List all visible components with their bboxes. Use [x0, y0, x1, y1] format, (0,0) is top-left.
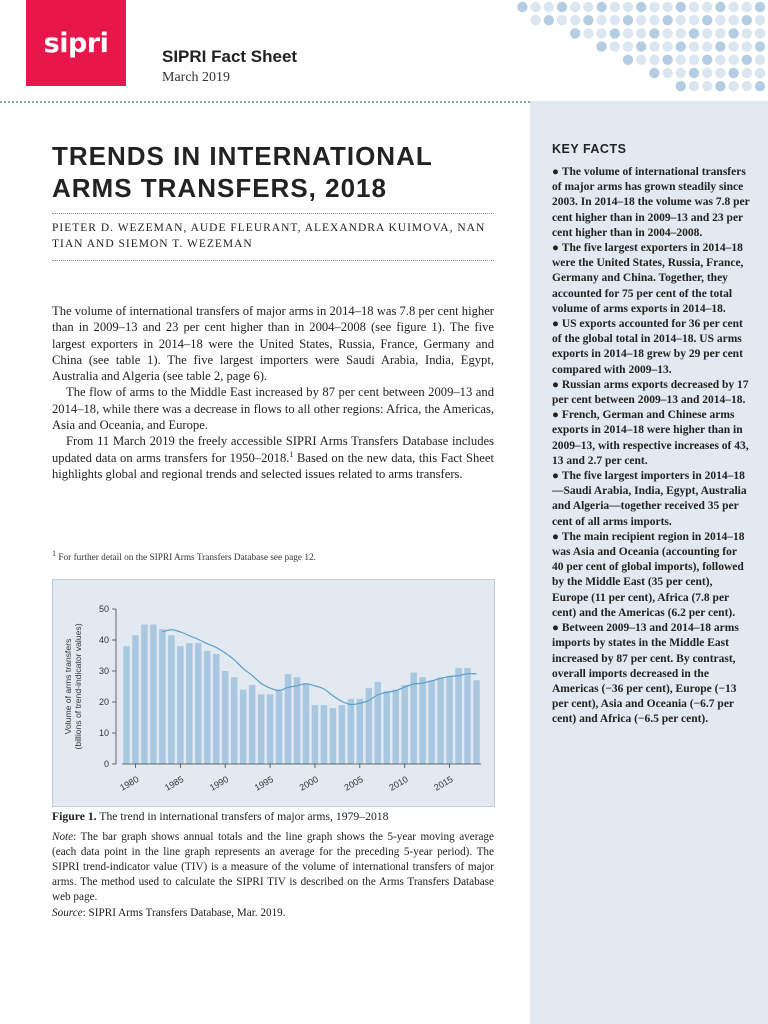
decorative-dot: [610, 2, 620, 12]
decorative-dot: [755, 15, 765, 25]
footnote-reference[interactable]: 1: [289, 449, 294, 459]
decorative-dot: [676, 68, 686, 78]
figure-note-text: : The bar graph shows annual totals and the line graph shows the 5-year moving average (each data point in the line graph represents an average for the preceding 5-year period). The SIPRI trend-indicator value (TIV) is a measure of the volume of international transfers of major arms. The method used to calculate the SIPRI TIV is described on the Arms Transfers Database web page.: [52, 831, 494, 903]
decorative-dot: [689, 28, 699, 38]
body-paragraph-text: From 11 March 2019 the freely accessible SIPRI Arms Transfers Database includes updated data on arms transfers for 1950–2018.: [52, 434, 494, 465]
decorative-dot: [728, 2, 738, 12]
decorative-dot: [702, 15, 712, 25]
decorative-dot: [715, 81, 725, 91]
bar-2001: [321, 705, 327, 764]
decorative-dot: [623, 2, 633, 12]
decorative-dot: [596, 41, 606, 51]
decorative-dot: [662, 55, 672, 65]
body-text: [52, 303, 494, 482]
page-title: TRENDS IN INTERNATIONAL ARMS TRANSFERS, 2018: [52, 141, 433, 203]
key-fact-item: ● Russian arms exports decreased by 17 per cent between 2009–13 and 2014–18.: [552, 378, 750, 408]
logo-text: sipri: [43, 27, 109, 59]
bar-2009: [393, 690, 399, 764]
decorative-dot: [570, 15, 580, 25]
figure-source-label: Source: [52, 907, 83, 919]
bar-1985: [177, 646, 183, 764]
decorative-dot: [610, 41, 620, 51]
decorative-dot: [689, 41, 699, 51]
decorative-dot: [715, 68, 725, 78]
decorative-dot: [742, 55, 752, 65]
bar-2010: [401, 685, 407, 764]
decorative-dot: [649, 55, 659, 65]
decorative-dot: [583, 15, 593, 25]
footnote-marker: 1: [52, 548, 56, 558]
bar-1998: [294, 677, 300, 764]
bar-1995: [267, 694, 273, 764]
decorative-dot: [623, 55, 633, 65]
decorative-dot: [728, 55, 738, 65]
decorative-dot: [636, 55, 646, 65]
decorative-dot: [715, 15, 725, 25]
decorative-dot: [636, 41, 646, 51]
body-paragraph: The volume of international transfers of major arms in 2014–18 was 7.8 per cent higher than in 2009–13 and 23 per cent higher than in 2004–2008 (see figure 1). The five largest exporters in 2014–18 were the United States, Russia, France, Germany and China (see table 1). The five largest importers were Saudi Arabia, India, Egypt, Australia and Algeria (see table 2, page 6).: [52, 304, 494, 384]
decorative-dot: [583, 28, 593, 38]
decorative-dot: [728, 81, 738, 91]
bar-1996: [276, 690, 282, 764]
decorative-dot: [583, 2, 593, 12]
key-facts-list: [552, 165, 750, 728]
decorative-dot: [742, 41, 752, 51]
key-fact-item: ● The five largest exporters in 2014–18 were the United States, Russia, France, Germany and China. Together, they accounted for 75 per cent of the total volume of arms exports in 2014–18.: [552, 241, 750, 317]
bar-1984: [168, 635, 174, 764]
decorative-dot: [689, 81, 699, 91]
decorative-dot: [755, 28, 765, 38]
decorative-dot: [715, 2, 725, 12]
bar-1991: [231, 677, 237, 764]
decorative-dot: [610, 15, 620, 25]
decorative-dot: [755, 81, 765, 91]
decorative-dot: [742, 81, 752, 91]
decorative-dot: [702, 68, 712, 78]
figure-source-text: : SIPRI Arms Transfers Database, Mar. 2019.: [82, 907, 286, 919]
decorative-dot: [623, 28, 633, 38]
decorative-dot: [689, 55, 699, 65]
decorative-dot: [530, 2, 540, 12]
bar-2002: [330, 708, 336, 764]
key-fact-item: ● US exports accounted for 36 per cent of the global total in 2014–18. US arms exports in 2014–18 grew by 29 per cent compared with 2009–13.: [552, 317, 750, 378]
decorative-dot: [570, 28, 580, 38]
decorative-dot: [755, 2, 765, 12]
decorative-dot: [570, 2, 580, 12]
decorative-dot: [702, 55, 712, 65]
bar-2015: [446, 676, 452, 764]
decorative-dot: [530, 15, 540, 25]
decorative-dot: [662, 68, 672, 78]
figure-note-label: Note: [52, 831, 74, 843]
decorative-dot: [544, 2, 554, 12]
decorative-dot: [728, 28, 738, 38]
decorative-dot: [676, 15, 686, 25]
y-axis-label-line: (billions of trend-indicator values): [73, 623, 83, 750]
header-divider: [0, 101, 530, 103]
decorative-dot: [689, 15, 699, 25]
decorative-dot: [636, 15, 646, 25]
x-tick-label: 2005: [342, 774, 365, 793]
figure-caption-label: Figure 1.: [52, 810, 97, 823]
decorative-dot: [676, 81, 686, 91]
decorative-dot: [662, 41, 672, 51]
decorative-dot: [517, 2, 527, 12]
bar-2008: [384, 691, 390, 764]
author-list: PIETER D. WEZEMAN, AUDE FLEURANT, ALEXANDRA KUIMOVA, NAN TIAN AND SIEMON T. WEZEMAN: [52, 222, 486, 250]
decorative-dot: [702, 41, 712, 51]
title-divider: [52, 213, 494, 214]
bar-2017: [464, 668, 470, 764]
decorative-dot: [676, 2, 686, 12]
decorative-dot: [755, 41, 765, 51]
decorative-dot: [742, 15, 752, 25]
key-facts-sidebar: [530, 101, 768, 1024]
y-tick-label: 40: [98, 635, 109, 645]
decorative-dot: [676, 28, 686, 38]
decorative-dot: [557, 2, 567, 12]
key-facts-title: KEY FACTS: [552, 142, 627, 156]
decorative-dot: [689, 68, 699, 78]
bar-1982: [150, 625, 156, 765]
key-fact-item: ● French, German and Chinese arms exports in 2014–18 were higher than in 2009–13, with respective increases of 43, 13 and 2.7 per cent.: [552, 408, 750, 469]
y-tick-label: 0: [103, 759, 109, 769]
footnote-text: For further detail on the SIPRI Arms Transfers Database see page 12.: [56, 553, 317, 563]
x-tick-label: 1990: [207, 774, 231, 793]
bar-1989: [213, 654, 219, 764]
decorative-dot: [649, 15, 659, 25]
decorative-dot: [662, 15, 672, 25]
x-tick-label: 1980: [118, 774, 141, 793]
bar-1983: [159, 629, 165, 764]
x-tick-label: 2015: [432, 774, 455, 793]
y-tick-label: 50: [98, 604, 109, 614]
figure-caption-text: The trend in international transfers of major arms, 1979–2018: [96, 810, 389, 823]
bar-1992: [240, 690, 246, 764]
bar-2005: [357, 699, 363, 764]
arms-transfers-chart: [52, 579, 495, 807]
decorative-dot: [557, 15, 567, 25]
decorative-dot-pattern: [512, 0, 768, 94]
bar-2016: [455, 668, 461, 764]
bar-1994: [258, 694, 264, 764]
decorative-dot: [755, 55, 765, 65]
fact-sheet-date: March 2019: [162, 70, 231, 85]
decorative-dot: [676, 55, 686, 65]
y-tick-label: 20: [98, 697, 109, 707]
bar-1999: [303, 683, 309, 764]
bar-1986: [186, 643, 192, 764]
bar-2013: [428, 680, 434, 764]
bar-1980: [132, 635, 138, 764]
y-tick-label: 10: [98, 728, 109, 738]
decorative-dot: [649, 2, 659, 12]
key-fact-item: ● The main recipient region in 2014–18 was Asia and Oceania (accounting for 40 per cent of global imports), followed by the Middle East (35 per cent), Europe (11 per cent), Africa (7.8 per cent) and the Americas (6.2 per cent).: [552, 530, 750, 621]
footnote: [52, 548, 494, 563]
decorative-dot: [649, 68, 659, 78]
x-tick-label: 1995: [252, 774, 276, 793]
bar-1990: [222, 671, 228, 764]
decorative-dot: [715, 28, 725, 38]
body-paragraph: The flow of arms to the Middle East increased by 87 per cent between 2009–13 and 2014–18, while there was a decrease in flows to all other regions: Africa, the Americas, Asia and Oceania, and Europe.: [52, 385, 494, 433]
decorative-dot: [544, 15, 554, 25]
bar-2014: [437, 677, 443, 764]
decorative-dot: [742, 68, 752, 78]
bar-2003: [339, 705, 345, 764]
bar-1981: [141, 625, 147, 765]
fact-sheet-label: SIPRI Fact Sheet: [162, 47, 298, 66]
bar-2012: [419, 677, 425, 764]
decorative-dot: [715, 41, 725, 51]
decorative-dot: [596, 15, 606, 25]
bar-1987: [195, 643, 201, 764]
bar-1993: [249, 685, 255, 764]
bar-2004: [348, 699, 354, 764]
body-paragraph: [52, 433, 494, 482]
decorative-dot: [755, 68, 765, 78]
key-fact-item: ● The five largest importers in 2014–18—Saudi Arabia, India, Egypt, Australia and Algeria—together received 35 per cent of all arms imports.: [552, 469, 750, 530]
decorative-dot: [636, 28, 646, 38]
bar-2000: [312, 705, 318, 764]
x-tick-label: 1985: [162, 774, 186, 793]
key-fact-item: ● Between 2009–13 and 2014–18 arms imports by states in the Middle East increased by 87 per cent. By contrast, overall imports decreased in the Americas (−36 per cent), Europe (−13 per cent), Asia and Oceania (−6.7 per cent) and Africa (−6.5 per cent).: [552, 621, 750, 727]
decorative-dot: [623, 15, 633, 25]
decorative-dot: [702, 81, 712, 91]
bar-2011: [410, 673, 416, 764]
decorative-dot: [636, 2, 646, 12]
decorative-dot: [596, 28, 606, 38]
decorative-dot: [623, 41, 633, 51]
decorative-dot: [715, 55, 725, 65]
decorative-dot: [662, 28, 672, 38]
y-axis-label-line: Volume of arms transfers: [63, 638, 73, 735]
decorative-dot: [610, 28, 620, 38]
y-axis-label: [63, 623, 83, 749]
decorative-dot: [728, 15, 738, 25]
decorative-dot: [728, 41, 738, 51]
decorative-dot: [728, 68, 738, 78]
decorative-dot: [662, 2, 672, 12]
bar-2018: [473, 680, 479, 764]
body-paragraph-text: Based on the new data, this Fact Sheet highlights global and regional trends and selected issues related to arms transfers.: [52, 450, 494, 481]
x-tick-label: 2000: [297, 774, 320, 793]
figure-caption: [52, 810, 494, 823]
key-fact-item: ● The volume of international transfers of major arms has grown steadily since 2003. In 2014–18 the volume was 7.8 per cent higher than in 2009–13 and 23 per cent higher than in 2004–2008.: [552, 165, 750, 241]
decorative-dot: [702, 28, 712, 38]
sipri-logo: [26, 0, 126, 86]
decorative-dot: [676, 41, 686, 51]
decorative-dot: [649, 41, 659, 51]
decorative-dot: [689, 2, 699, 12]
decorative-dot: [596, 2, 606, 12]
x-tick-label: 2010: [387, 774, 410, 793]
decorative-dot: [649, 28, 659, 38]
decorative-dot: [742, 28, 752, 38]
y-tick-label: 30: [98, 666, 109, 676]
figure-source: [52, 907, 494, 919]
chart-canvas: [53, 580, 494, 806]
decorative-dot: [742, 2, 752, 12]
author-divider: [52, 260, 494, 261]
bar-1979: [123, 646, 129, 764]
bar-1988: [204, 651, 210, 764]
figure-note: [52, 830, 494, 905]
decorative-dot: [702, 2, 712, 12]
